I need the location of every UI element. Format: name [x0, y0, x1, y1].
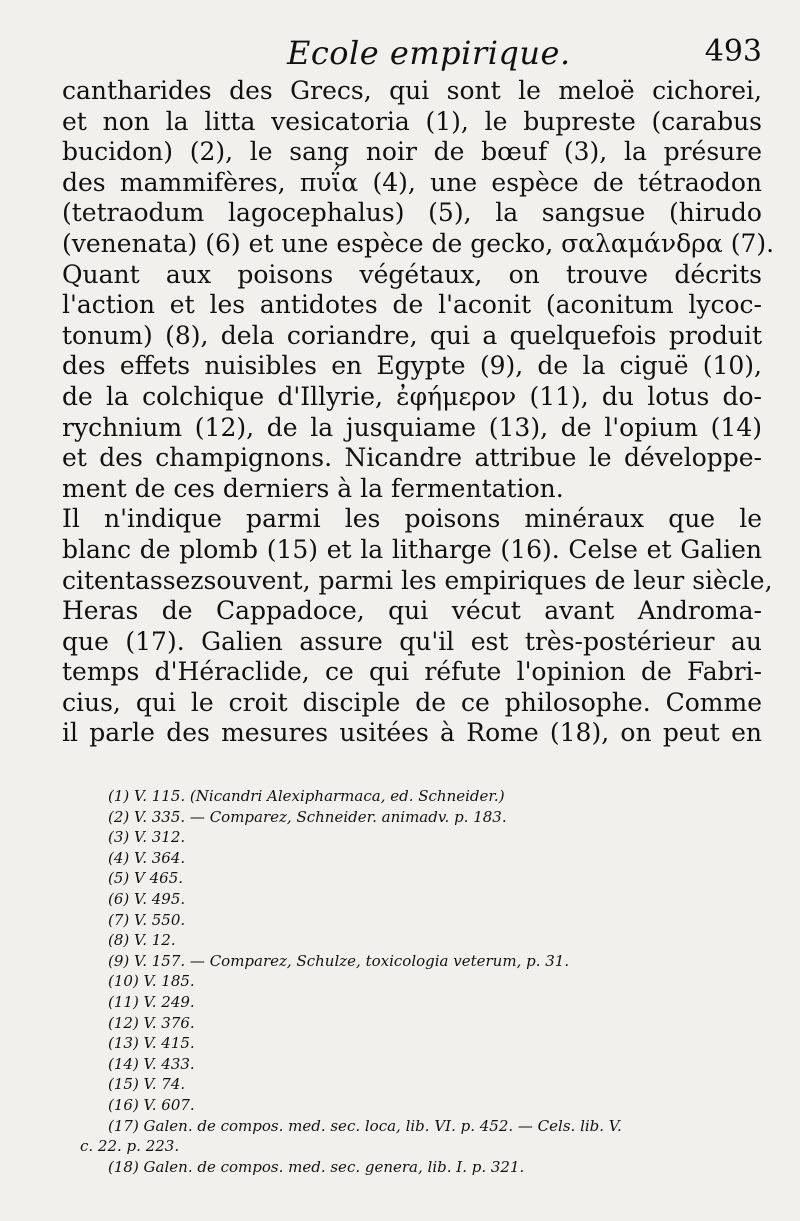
- body-line: il parle des mesures usitées à Rome (18), on peut en: [62, 718, 762, 748]
- footnote: (18) Galen. de compos. med. sec. genera, lib. I. p. 321.: [108, 1157, 525, 1176]
- footnote: (12) V. 376.: [108, 1013, 195, 1032]
- body-line: de la colchique d'Illyrie, ἐφήμερον (11), du lotus do-: [62, 381, 762, 411]
- body-line: cius, qui le croit disciple de ce philosophe. Comme: [62, 687, 762, 717]
- body-text: [62, 76, 775, 749]
- body-line: des mammifères, πυΐα (4), une espèce de tétraodon: [62, 167, 762, 197]
- body-line: que (17). Galien assure qu'il est très-postérieur au: [62, 626, 762, 656]
- body-line: blanc de plomb (15) et la litharge (16). Celse et Galien: [62, 534, 762, 564]
- body-line: Quant aux poisons végétaux, on trouve décrits: [62, 259, 762, 289]
- body-line: ment de ces derniers à la fermentation.: [62, 473, 564, 503]
- body-line: temps d'Héraclide, ce qui réfute l'opinion de Fabri-: [62, 657, 762, 687]
- footnotes: [80, 786, 768, 1177]
- body-line: tonum) (8), dela coriandre, qui a quelquefois produit: [62, 320, 762, 350]
- body-line: (venenata) (6) et une espèce de gecko, σαλαμάνδρα (7).: [62, 228, 775, 258]
- body-line: cantharides des Grecs, qui sont le meloë cichorei,: [62, 76, 762, 105]
- footnote: (2) V. 335. — Comparez, Schneider. animadv. p. 183.: [108, 807, 507, 826]
- body-line: Heras de Cappadoce, qui vécut avant Androma-: [62, 596, 762, 626]
- footnote: (9) V. 157. — Comparez, Schulze, toxicologia veterum, p. 31.: [108, 951, 570, 970]
- body-line: (tetraodum lagocephalus) (5), la sangsue (hirudo: [62, 198, 762, 228]
- body-line: l'action et les antidotes de l'aconit (aconitum lycoc-: [62, 290, 762, 320]
- footnote: (17) Galen. de compos. med. sec. loca, lib. VI. p. 452. — Cels. lib. V.: [108, 1116, 622, 1135]
- footnote: (1) V. 115. (Nicandri Alexipharmaca, ed. Schneider.): [108, 787, 505, 805]
- footnote: (8) V. 12.: [108, 931, 176, 950]
- body-line: et non la litta vesicatoria (1), le bupreste (carabus: [62, 106, 762, 136]
- body-line: citentassezsouvent, parmi les empiriques de leur siècle,: [62, 565, 773, 595]
- page-header: [62, 34, 762, 74]
- page-number: 493: [704, 34, 762, 69]
- footnote: (10) V. 185.: [108, 972, 195, 991]
- footnote: (14) V. 433.: [108, 1054, 195, 1073]
- body-line: Il n'indique parmi les poisons minéraux que le: [62, 504, 762, 534]
- footnote: (11) V. 249.: [108, 992, 195, 1011]
- footnote: (7) V. 550.: [108, 910, 186, 929]
- footnote: (6) V. 495.: [108, 889, 186, 908]
- footnote: (13) V. 415.: [108, 1034, 195, 1053]
- footnote: (15) V. 74.: [108, 1075, 186, 1094]
- footnote: (3) V. 312.: [108, 828, 186, 847]
- footnote: (4) V. 364.: [108, 848, 186, 867]
- body-line: et des champignons. Nicandre attribue le développe-: [62, 443, 762, 473]
- body-line: rychnium (12), de la jusquiame (13), de l'opium (14): [62, 412, 762, 442]
- body-line: des effets nuisibles en Egypte (9), de la ciguë (10),: [62, 351, 762, 381]
- footnote: (16) V. 607.: [108, 1095, 195, 1114]
- footnote-continuation: c. 22. p. 223.: [80, 1137, 180, 1156]
- footnote: (5) V 465.: [108, 869, 184, 888]
- running-title: Ecole empirique.: [287, 34, 571, 72]
- body-line: bucidon) (2), le sang noir de bœuf (3), la présure: [62, 137, 762, 167]
